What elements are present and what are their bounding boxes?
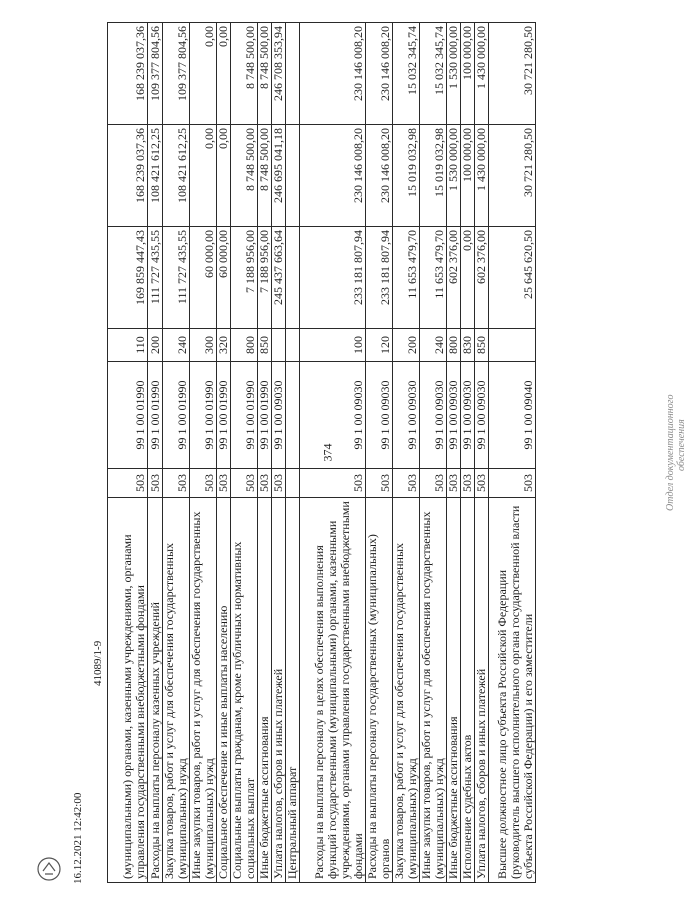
stamp-line-1: Отдел документационного (665, 394, 676, 511)
row-text: Уплата налогов, сборов и иных платежей (475, 498, 489, 883)
row-amount-2: 1 430 000,00 (475, 125, 489, 227)
row-section: 503 (489, 469, 536, 498)
row-amount-1: 0,00 (461, 227, 475, 329)
row-section: 503 (272, 469, 286, 498)
row-text: Высшее должностное лицо субъекта Российской Федерации (руководитель высшего исполнительного органа государственной власти субъекта Российской Федерации) и его заместители (489, 498, 536, 883)
row-expense-type: 850 (475, 329, 489, 362)
row-amount-3: 15 032 345,74 (393, 23, 420, 125)
row-amount-3: 230 146 008,20 (300, 23, 366, 125)
table-row (393, 23, 420, 883)
row-amount-3: 246 708 353,94 (272, 23, 286, 125)
row-section: 503 (217, 469, 231, 498)
row-expense-type: 850 (258, 329, 272, 362)
row-target-article: 99 1 00 09040 (489, 362, 536, 469)
row-amount-2: 30 721 280,50 (489, 125, 536, 227)
row-expense-type (272, 329, 286, 362)
row-amount-3: 109 377 804,56 (163, 23, 190, 125)
row-section (286, 469, 300, 498)
row-target-article (286, 362, 300, 469)
row-amount-1: 245 437 663,64 (272, 227, 286, 329)
row-amount-1: 602 376,00 (475, 227, 489, 329)
row-expense-type: 300 (190, 329, 217, 362)
footer-date: 16.12.2021 12:42:00 (72, 792, 84, 884)
row-expense-type: 200 (393, 329, 420, 362)
row-amount-2: 8 748 500,00 (258, 125, 272, 227)
row-amount-1 (286, 227, 300, 329)
row-text: Социальное обеспечение и иные выплаты населению (217, 498, 231, 883)
table-row (461, 23, 475, 883)
row-amount-1: 169 859 447,43 (108, 227, 148, 329)
row-amount-2: 0,00 (217, 125, 231, 227)
row-target-article: 99 1 00 09030 (300, 362, 366, 469)
row-target-article: 99 1 00 09030 (461, 362, 475, 469)
row-text: Расходы на выплаты персоналу государственных (муниципальных) органов (366, 498, 393, 883)
row-amount-3: 100 000,00 (461, 23, 475, 125)
row-target-article: 99 1 00 01990 (258, 362, 272, 469)
row-amount-2: 108 421 612,25 (148, 125, 163, 227)
row-amount-1: 7 188 956,00 (258, 227, 272, 329)
row-text: Расходы на выплаты персоналу казенных учреждений (148, 498, 163, 883)
row-amount-2: 246 695 041,18 (272, 125, 286, 227)
department-stamp (665, 311, 687, 511)
table-row (217, 23, 231, 883)
page-number: 374 (320, 443, 335, 462)
row-text: Центральный аппарат (286, 498, 300, 883)
row-amount-2: 108 421 612,25 (163, 125, 190, 227)
row-expense-type: 240 (420, 329, 447, 362)
row-amount-2: 100 000,00 (461, 125, 475, 227)
row-expense-type: 120 (366, 329, 393, 362)
row-amount-3: 30 721 280,50 (489, 23, 536, 125)
row-target-article: 99 1 00 01990 (190, 362, 217, 469)
table-row (190, 23, 217, 883)
row-section: 503 (163, 469, 190, 498)
row-amount-3: 1 530 000,00 (447, 23, 461, 125)
table-row (163, 23, 190, 883)
row-amount-3: 15 032 345,74 (420, 23, 447, 125)
row-expense-type: 110 (108, 329, 148, 362)
budget-table (107, 22, 536, 883)
row-section: 503 (461, 469, 475, 498)
row-amount-3: 109 377 804,56 (148, 23, 163, 125)
row-amount-1: 233 181 807,94 (366, 227, 393, 329)
row-amount-3: 0,00 (217, 23, 231, 125)
row-expense-type: 100 (300, 329, 366, 362)
table-row (475, 23, 489, 883)
row-amount-1: 111 727 435,55 (163, 227, 190, 329)
row-target-article: 99 1 00 09030 (393, 362, 420, 469)
row-amount-3: 1 430 000,00 (475, 23, 489, 125)
row-text: Уплата налогов, сборов и иных платежей (272, 498, 286, 883)
row-section: 503 (393, 469, 420, 498)
row-target-article: 99 1 00 01990 (148, 362, 163, 469)
row-target-article: 99 1 00 09030 (420, 362, 447, 469)
table-row (366, 23, 393, 883)
row-amount-2: 0,00 (190, 125, 217, 227)
budget-table-rotated (107, 23, 581, 883)
row-amount-3: 230 146 008,20 (366, 23, 393, 125)
row-amount-2: 168 239 037,36 (108, 125, 148, 227)
row-section: 503 (366, 469, 393, 498)
row-amount-1: 7 188 956,00 (231, 227, 258, 329)
row-amount-1: 60 000,00 (190, 227, 217, 329)
table-row (420, 23, 447, 883)
row-target-article: 99 1 00 01990 (217, 362, 231, 469)
table-row (258, 23, 272, 883)
row-amount-1: 233 181 807,94 (300, 227, 366, 329)
table-row (286, 23, 300, 883)
row-amount-3: 8 748 500,00 (231, 23, 258, 125)
row-text: Исполнение судебных актов (461, 498, 475, 883)
row-expense-type: 320 (217, 329, 231, 362)
row-amount-2: 15 019 032,98 (420, 125, 447, 227)
row-section: 503 (420, 469, 447, 498)
row-text: (муниципальными) органами, казенными учреждениями, органами управления государственными внебюджетными фондами (108, 498, 148, 883)
row-target-article: 99 1 00 01990 (231, 362, 258, 469)
row-expense-type: 800 (231, 329, 258, 362)
row-amount-2 (286, 125, 300, 227)
row-text: Иные бюджетные ассигнования (258, 498, 272, 883)
row-expense-type (286, 329, 300, 362)
row-text: Социальные выплаты гражданам, кроме публичных нормативных социальных выплат (231, 498, 258, 883)
row-text: Закупка товаров, работ и услуг для обеспечения государственных (муниципальных) нужд (163, 498, 190, 883)
row-amount-3: 0,00 (190, 23, 217, 125)
row-amount-1: 602 376,00 (447, 227, 461, 329)
row-amount-2: 8 748 500,00 (231, 125, 258, 227)
row-section: 503 (231, 469, 258, 498)
row-target-article: 99 1 00 09030 (447, 362, 461, 469)
budget-table-body (108, 23, 536, 883)
row-amount-1: 11 653 479,70 (393, 227, 420, 329)
table-row (447, 23, 461, 883)
row-amount-3 (286, 23, 300, 125)
row-expense-type: 830 (461, 329, 475, 362)
table-row (108, 23, 148, 883)
table-row (231, 23, 258, 883)
row-amount-2: 230 146 008,20 (300, 125, 366, 227)
row-text: Иные бюджетные ассигнования (447, 498, 461, 883)
row-text: Расходы на выплаты персоналу в целях обеспечения выполнения функций государственными (муниципальными) органами, казенными учреждениями, органами управления государственными внебюджетными фондами (300, 498, 366, 883)
table-row (148, 23, 163, 883)
row-target-article: 99 1 00 09030 (366, 362, 393, 469)
row-section: 503 (475, 469, 489, 498)
row-amount-1: 60 000,00 (217, 227, 231, 329)
row-section: 503 (300, 469, 366, 498)
row-amount-1: 11 653 479,70 (420, 227, 447, 329)
row-target-article: 99 1 00 01990 (163, 362, 190, 469)
row-target-article: 99 1 00 09030 (475, 362, 489, 469)
row-section: 503 (148, 469, 163, 498)
row-text: Закупка товаров, работ и услуг для обеспечения государственных (муниципальных) нужд (393, 498, 420, 883)
row-amount-2: 230 146 008,20 (366, 125, 393, 227)
emblem-icon (36, 856, 62, 882)
row-target-article: 99 1 00 01990 (108, 362, 148, 469)
row-expense-type (489, 329, 536, 362)
row-text: Иные закупки товаров, работ и услуг для обеспечения государственных (муниципальных) нужд (190, 498, 217, 883)
row-text: Иные закупки товаров, работ и услуг для обеспечения государственных (муниципальных) нужд (420, 498, 447, 883)
row-section: 503 (190, 469, 217, 498)
table-row (489, 23, 536, 883)
table-row (300, 23, 366, 883)
row-amount-1: 111 727 435,55 (148, 227, 163, 329)
row-amount-2: 1 530 000,00 (447, 125, 461, 227)
row-amount-3: 168 239 037,36 (108, 23, 148, 125)
row-section: 503 (447, 469, 461, 498)
row-target-article: 99 1 00 09030 (272, 362, 286, 469)
row-section: 503 (258, 469, 272, 498)
row-expense-type: 200 (148, 329, 163, 362)
row-amount-2: 15 019 032,98 (393, 125, 420, 227)
row-amount-1: 25 645 620,50 (489, 227, 536, 329)
row-expense-type: 800 (447, 329, 461, 362)
footer-code: 41089/1-9 (92, 640, 104, 686)
table-row (272, 23, 286, 883)
stamp-line-2: обеспечения (676, 419, 687, 471)
row-amount-3: 8 748 500,00 (258, 23, 272, 125)
row-section: 503 (108, 469, 148, 498)
row-expense-type: 240 (163, 329, 190, 362)
